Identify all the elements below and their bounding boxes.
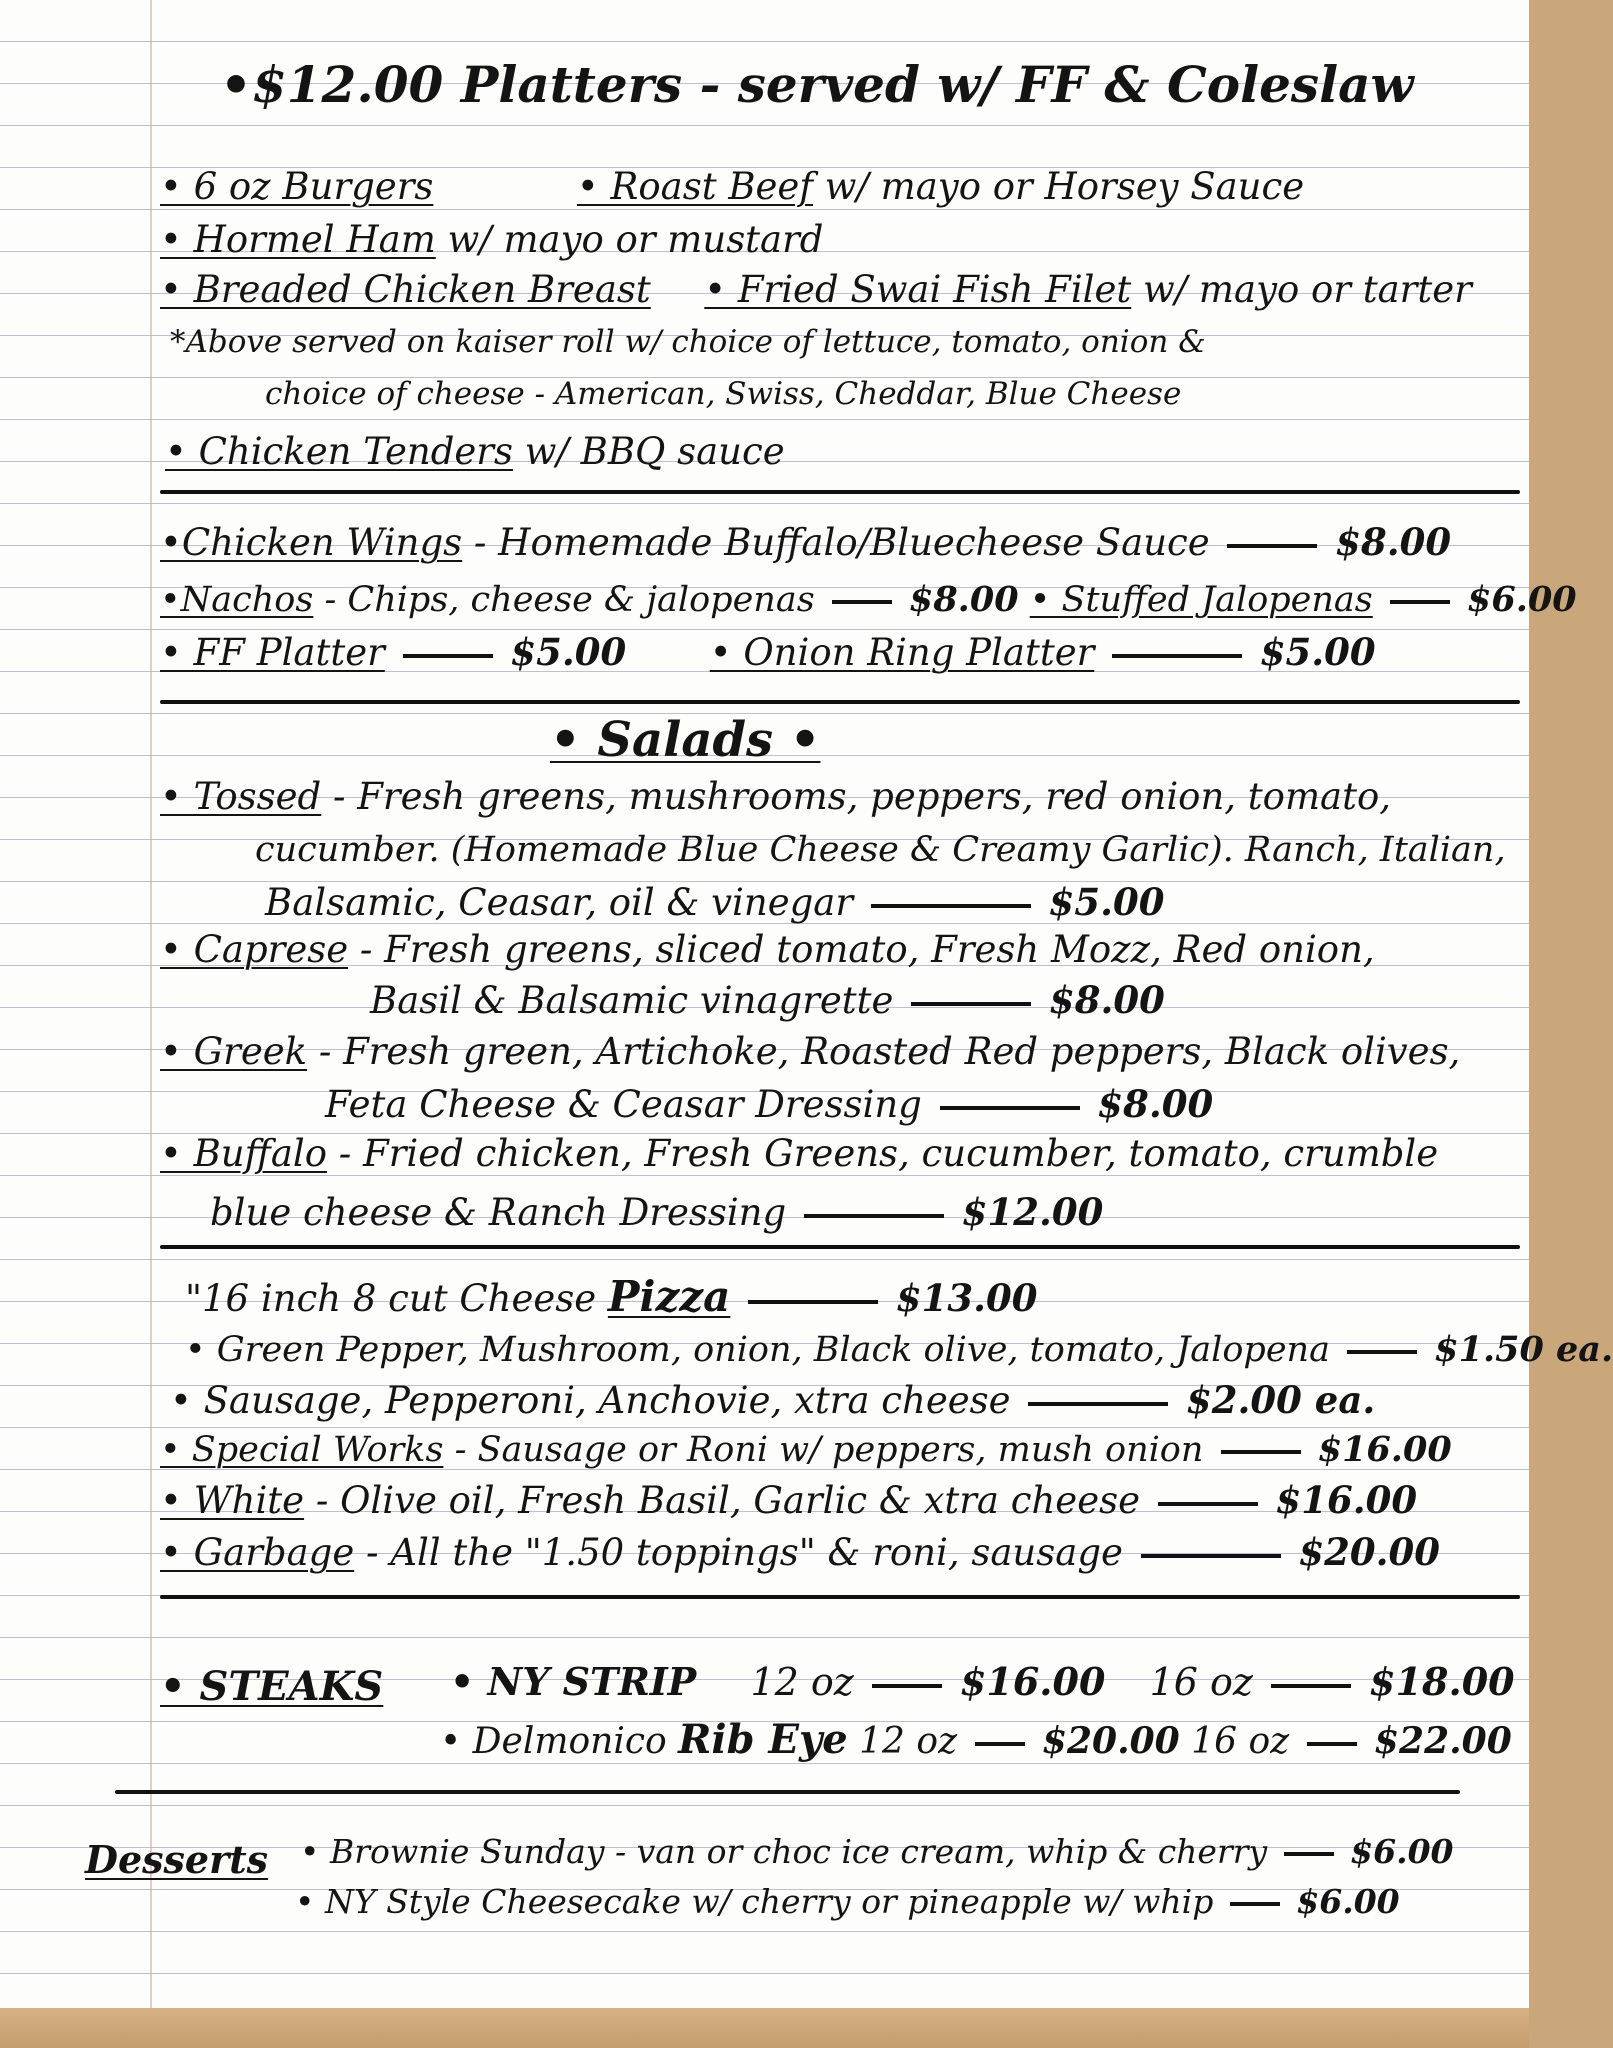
brownie-item: • Brownie Sunday - van or choc ice cream, whip & cherry xyxy=(300,1832,1268,1871)
white-pizza-line xyxy=(160,1478,1417,1523)
leader-line xyxy=(832,600,892,604)
buffalo-desc-1: - Fried chicken, Fresh Greens, cucumber, tomato, crumble xyxy=(338,1132,1439,1175)
caprese-item: • Caprese xyxy=(160,928,349,971)
ff-line xyxy=(160,630,1376,675)
caprese-desc-1: - Fresh greens, sliced tomato, Fresh Mozz, Red onion, xyxy=(359,928,1375,971)
white-pizza-item: • White xyxy=(160,1479,305,1522)
platters-line-4 xyxy=(165,430,785,474)
onion-ring-item: • Onion Ring Platter xyxy=(709,631,1095,674)
ff-item: • FF Platter xyxy=(160,631,385,674)
onion-ring-price: $5.00 xyxy=(1259,630,1376,674)
wings-item: •Chicken Wings xyxy=(160,521,463,564)
leader-line xyxy=(1307,1742,1357,1746)
nachos-desc: - Chips, cheese & jalopenas xyxy=(324,580,815,620)
rib-eye-item: Rib Eye xyxy=(678,1716,848,1763)
toppings-1-price: $1.50 ea. xyxy=(1434,1329,1613,1370)
nachos-price: $8.00 xyxy=(908,579,1019,620)
greek-item: • Greek xyxy=(160,1030,308,1073)
desserts-label-text: Desserts xyxy=(85,1837,269,1882)
leader-line xyxy=(1227,544,1317,548)
leader-line xyxy=(1158,1502,1258,1506)
platters-line-1 xyxy=(160,165,1304,209)
leader-line xyxy=(1141,1554,1281,1558)
garbage-pizza-price: $20.00 xyxy=(1298,1530,1441,1574)
platters-note-1: *Above served on kaiser roll w/ choice of lettuce, tomato, onion & xyxy=(170,324,1206,360)
platters-note-2: choice of cheese - American, Swiss, Cheddar, Blue Cheese xyxy=(265,376,1182,412)
margin-line xyxy=(150,0,152,2048)
divider xyxy=(115,1790,1460,1794)
buffalo-line-1 xyxy=(160,1132,1438,1176)
greek-line-1 xyxy=(160,1030,1460,1074)
greek-desc-1: - Fresh green, Artichoke, Roasted Red peppers, Black olives, xyxy=(318,1030,1461,1073)
leader-line xyxy=(748,1300,878,1304)
leader-line xyxy=(804,1214,944,1218)
divider xyxy=(160,490,1520,494)
pizza-toppings-2 xyxy=(170,1378,1375,1423)
leader-line xyxy=(1112,654,1242,658)
tossed-line-3 xyxy=(265,880,1164,925)
delmonico-12oz-price: $20.00 xyxy=(1041,1720,1180,1762)
leader-line xyxy=(911,1002,1031,1006)
buffalo-desc-2: blue cheese & Ranch Dressing xyxy=(210,1191,787,1234)
cheesecake-price: $6.00 xyxy=(1296,1882,1400,1921)
wings-line xyxy=(160,520,1451,565)
tossed-desc-2: cucumber. (Homemade Blue Cheese & Creamy Garlic). Ranch, Italian, xyxy=(255,830,1506,870)
ny-strip-item: • NY STRIP xyxy=(450,1659,697,1704)
platters-header: •$12.00 Platters - served w/ FF & Coleslaw xyxy=(220,55,1414,114)
pizza-toppings-1 xyxy=(185,1328,1613,1372)
tossed-line-1 xyxy=(160,775,1391,819)
roast-beef-desc: w/ mayo or Horsey Sauce xyxy=(824,165,1305,208)
nachos-item: •Nachos xyxy=(160,580,314,620)
delmonico-12oz: 12 oz xyxy=(859,1721,958,1762)
toppings-2-price: $2.00 ea. xyxy=(1186,1378,1376,1422)
leader-line xyxy=(871,904,1031,908)
toppings-1-list: • Green Pepper, Mushroom, onion, Black olive, tomato, Jalopena xyxy=(185,1330,1330,1370)
delmonico-16oz-price: $22.00 xyxy=(1374,1720,1512,1762)
chicken-breast-item: • Breaded Chicken Breast xyxy=(160,268,651,311)
buffalo-item: • Buffalo xyxy=(160,1132,327,1175)
special-works-line xyxy=(160,1428,1452,1472)
leader-line xyxy=(940,1106,1080,1110)
wings-price: $8.00 xyxy=(1335,520,1452,564)
roast-beef-item: • Roast Beef xyxy=(576,165,813,208)
delmonico-line xyxy=(440,1718,1512,1764)
delmonico-16oz: 16 oz xyxy=(1191,1721,1290,1762)
special-works-item: • Special Works xyxy=(160,1430,444,1470)
leader-line xyxy=(1221,1450,1301,1454)
ny-strip-12oz-price: $16.00 xyxy=(959,1659,1106,1704)
leader-line xyxy=(975,1742,1025,1746)
swai-desc: w/ mayo or tarter xyxy=(1143,268,1472,311)
greek-price: $8.00 xyxy=(1097,1082,1214,1126)
salads-header xyxy=(550,712,820,768)
buffalo-price: $12.00 xyxy=(961,1190,1104,1234)
leader-line xyxy=(1028,1402,1168,1406)
ny-strip-12oz: 12 oz xyxy=(750,1660,854,1704)
divider xyxy=(160,1245,1520,1249)
pizza-title: Pizza xyxy=(607,1272,731,1321)
buffalo-line-2 xyxy=(210,1190,1103,1235)
garbage-pizza-desc: - All the "1.50 toppings" & roni, sausage xyxy=(365,1531,1123,1574)
ham-desc: w/ mayo or mustard xyxy=(447,218,824,261)
tossed-desc-1: - Fresh greens, mushrooms, peppers, red onion, tomato, xyxy=(333,775,1392,818)
tossed-item: • Tossed xyxy=(160,775,322,818)
special-works-desc: - Sausage or Roni w/ peppers, mush onion xyxy=(454,1430,1204,1470)
caprese-line-2 xyxy=(370,978,1165,1023)
cheesecake-line xyxy=(295,1880,1400,1924)
greek-line-2 xyxy=(325,1082,1213,1127)
leader-line xyxy=(872,1684,942,1688)
pizza-header-line xyxy=(185,1272,1038,1321)
caprese-line-1 xyxy=(160,928,1375,972)
white-pizza-desc: - Olive oil, Fresh Basil, Garlic & xtra cheese xyxy=(315,1479,1140,1522)
leader-line xyxy=(1347,1350,1417,1354)
garbage-pizza-item: • Garbage xyxy=(160,1531,355,1574)
leader-line xyxy=(403,654,493,658)
tossed-desc-3: Balsamic, Ceasar, oil & vinegar xyxy=(265,881,854,924)
special-works-price: $16.00 xyxy=(1317,1429,1452,1470)
ny-strip-line xyxy=(450,1660,1515,1704)
caprese-desc-2: Basil & Balsamic vinagrette xyxy=(370,979,894,1022)
ff-price: $5.00 xyxy=(510,630,627,674)
stuffed-item: • Stuffed Jalopenas xyxy=(1029,580,1373,620)
greek-desc-2: Feta Cheese & Ceasar Dressing xyxy=(325,1083,922,1126)
garbage-pizza-line xyxy=(160,1530,1440,1575)
platters-line-3 xyxy=(160,268,1472,312)
ny-strip-16oz: 16 oz xyxy=(1149,1660,1253,1704)
divider xyxy=(160,700,1520,704)
wings-desc: - Homemade Buffalo/Bluecheese Sauce xyxy=(473,521,1210,564)
burgers-item: • 6 oz Burgers xyxy=(160,165,434,208)
desserts-label xyxy=(85,1838,268,1882)
steaks-label-text: • STEAKS xyxy=(160,1663,384,1710)
leader-line xyxy=(1284,1852,1334,1856)
salads-header-text: • Salads • xyxy=(550,712,821,768)
swai-item: • Fried Swai Fish Filet xyxy=(704,268,1132,311)
tossed-price: $5.00 xyxy=(1048,880,1165,924)
white-pizza-price: $16.00 xyxy=(1275,1478,1418,1522)
toppings-2-list: • Sausage, Pepperoni, Anchovie, xtra cheese xyxy=(170,1379,1011,1422)
pizza-price: $13.00 xyxy=(895,1276,1038,1320)
chicken-tenders-desc: w/ BBQ sauce xyxy=(524,430,785,473)
cheesecake-item: • NY Style Cheesecake w/ cherry or pineapple w/ whip xyxy=(295,1882,1214,1921)
leader-line xyxy=(1230,1902,1280,1906)
stuffed-price: $6.00 xyxy=(1467,579,1577,620)
leader-line xyxy=(1390,600,1450,604)
nachos-line xyxy=(160,578,1577,622)
caprese-price: $8.00 xyxy=(1048,978,1165,1022)
delmonico-item: • Delmonico xyxy=(440,1721,667,1762)
ham-item: • Hormel Ham xyxy=(160,218,436,261)
platters-line-2 xyxy=(160,218,824,262)
ny-strip-16oz-price: $18.00 xyxy=(1369,1659,1515,1704)
chicken-tenders-item: • Chicken Tenders xyxy=(165,430,513,473)
steaks-label xyxy=(160,1665,383,1709)
brownie-line xyxy=(300,1830,1454,1874)
table-surface xyxy=(0,2008,1529,2048)
divider xyxy=(160,1595,1520,1599)
leader-line xyxy=(1271,1684,1351,1688)
pizza-size: "16 inch 8 cut Cheese xyxy=(185,1277,597,1320)
brownie-price: $6.00 xyxy=(1350,1832,1454,1871)
